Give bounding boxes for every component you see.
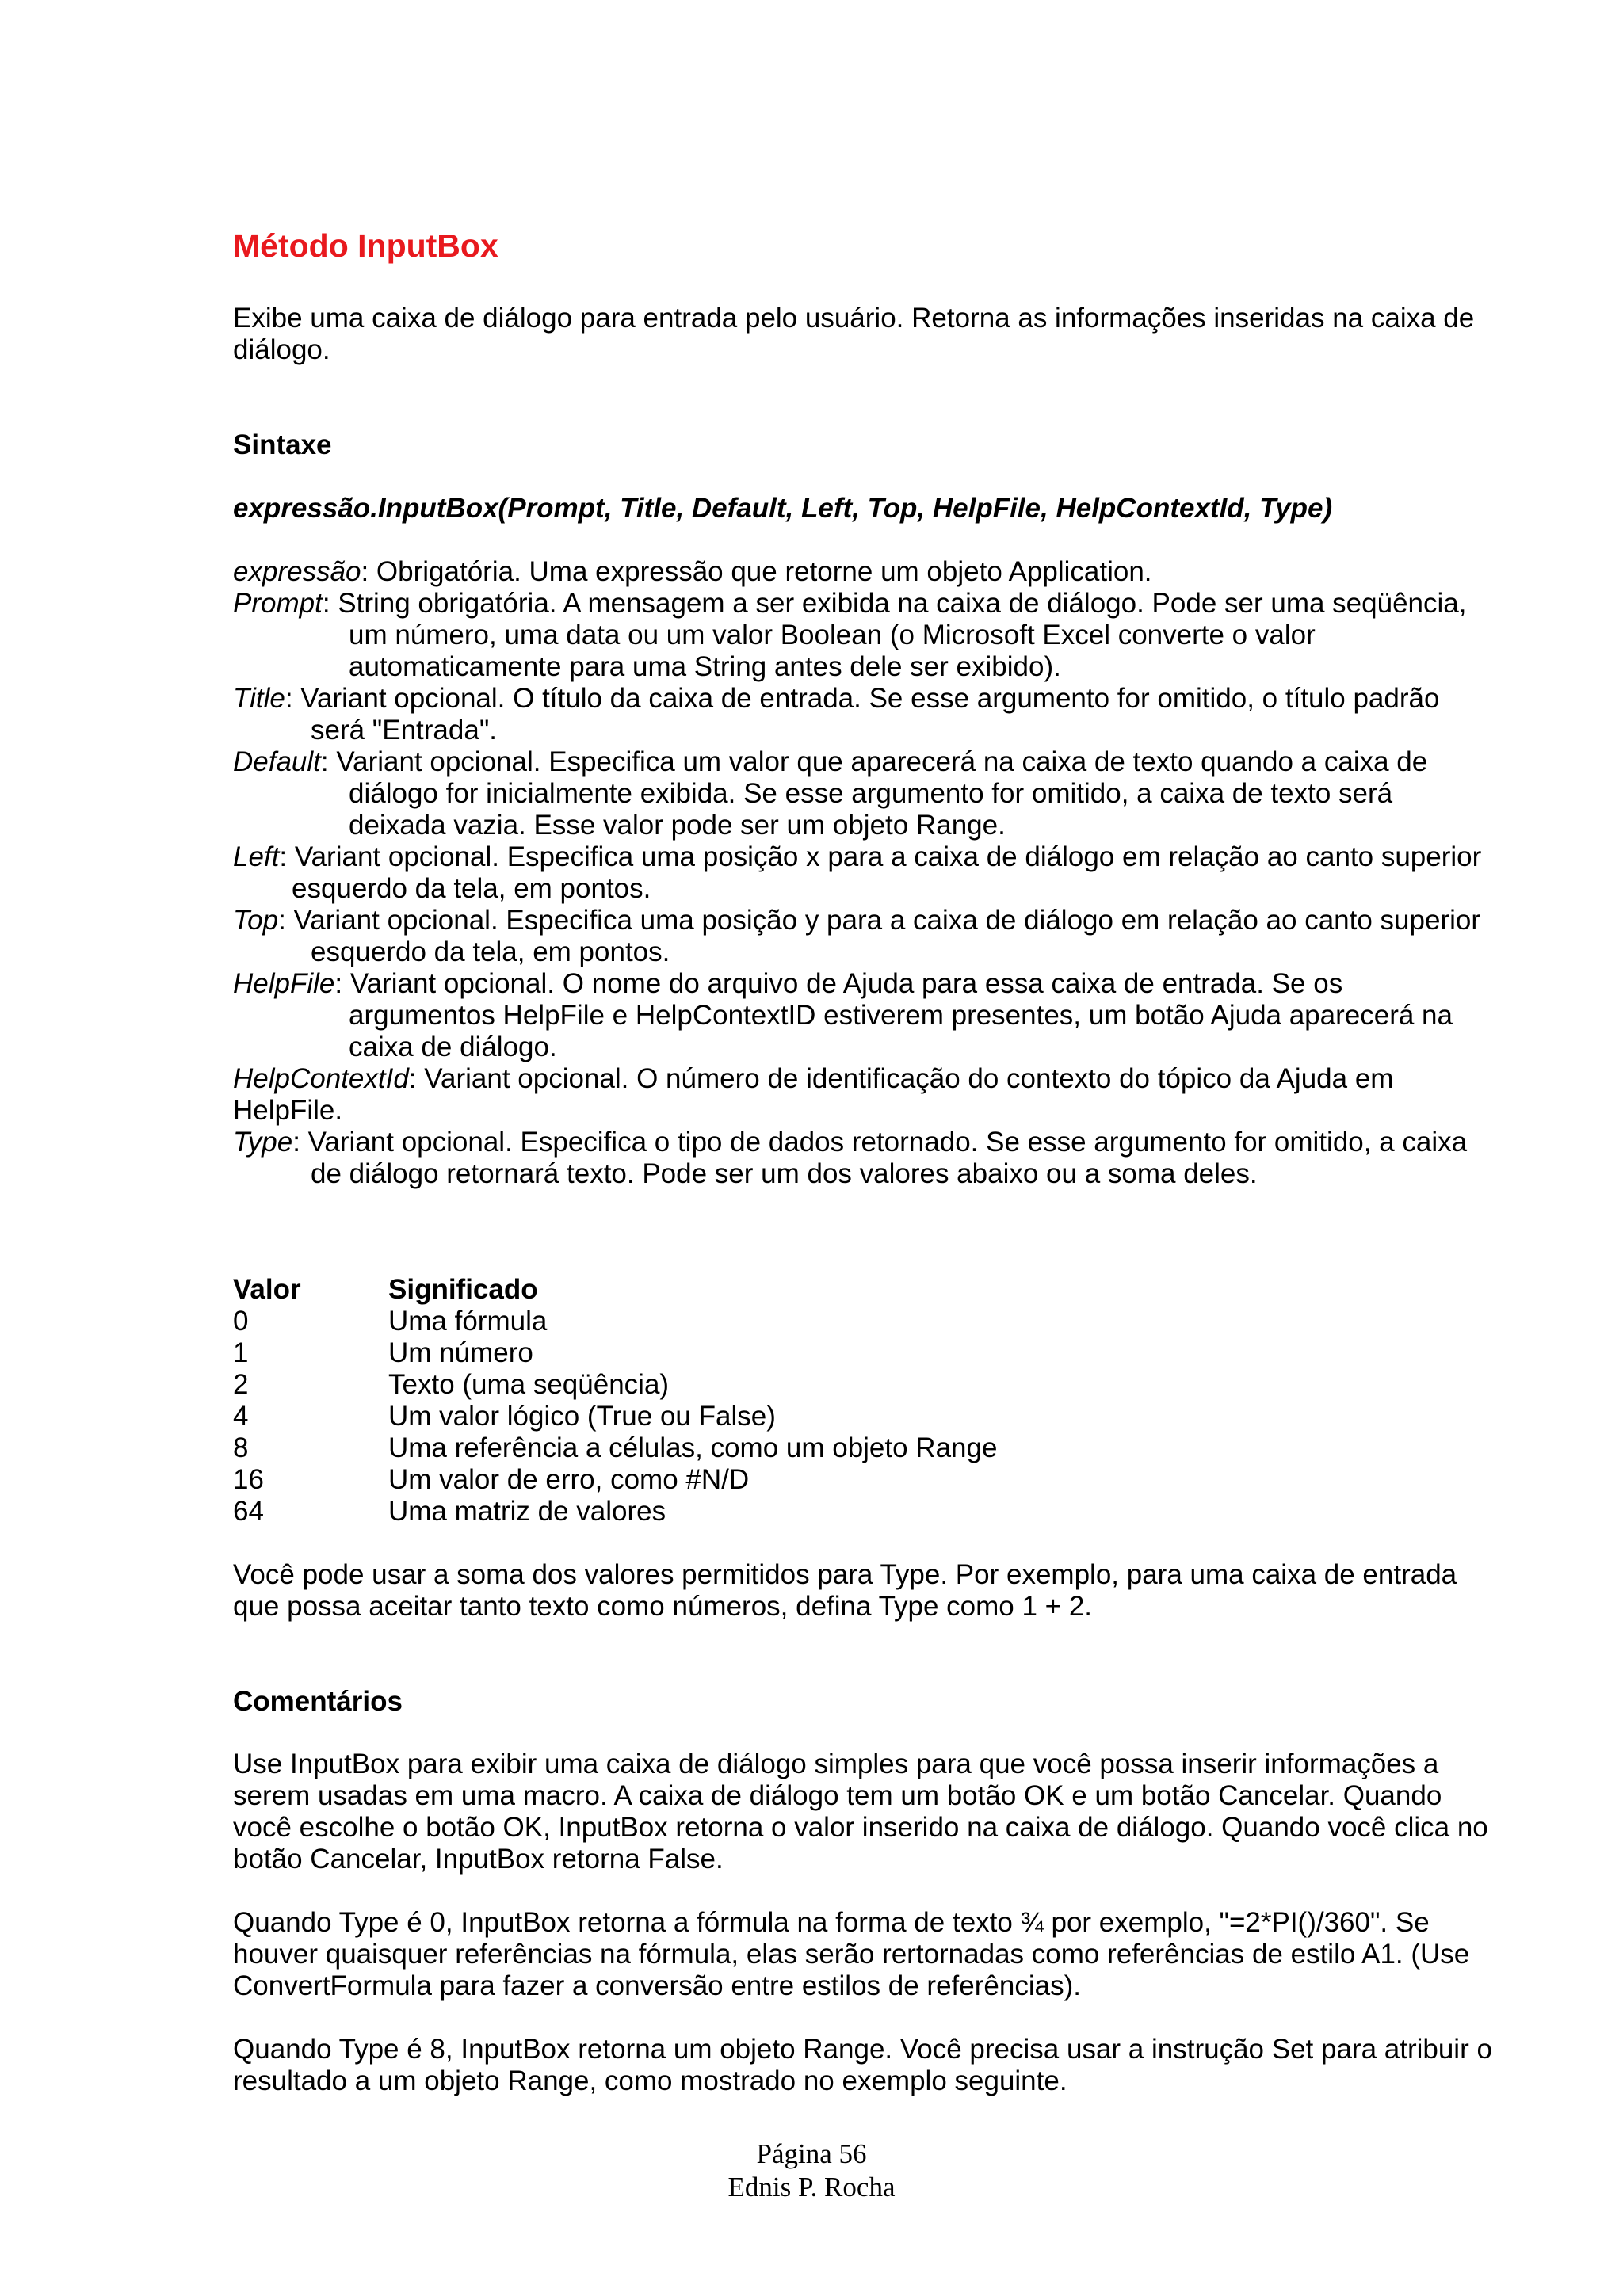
param-desc-cont: diálogo for inicialmente exibida. Se esse argumento for omitido, a caixa de texto será	[349, 778, 1393, 809]
param-desc: : Variant opcional. Especifica o tipo de dados retornado. Se esse argumento for omitido, a caixa	[292, 1127, 1468, 1158]
table-cell-meaning: Uma matriz de valores	[388, 1496, 666, 1527]
param-default	[233, 746, 1501, 841]
param-name: HelpFile	[233, 968, 335, 999]
param-helpfile	[233, 968, 1501, 1063]
param-desc-cont: HelpFile.	[233, 1095, 343, 1126]
param-desc-cont: esquerdo da tela, em pontos.	[292, 873, 651, 904]
type-sum-paragraph: Você pode usar a soma dos valores permitidos para Type. Por exemplo, para uma caixa de entrada que possa aceitar tanto texto como números, defina Type como 1 + 2.	[233, 1559, 1457, 1622]
table-cell-value: 64	[233, 1496, 264, 1527]
table-cell-value: 4	[233, 1401, 249, 1432]
type-values-table	[233, 1274, 997, 1527]
param-desc: : Obrigatória. Uma expressão que retorne um objeto Application.	[361, 556, 1152, 587]
param-desc-cont: caixa de diálogo.	[349, 1032, 557, 1062]
footer-page-number: Página 56	[756, 2138, 867, 2169]
table-cell-value: 2	[233, 1369, 249, 1400]
table-cell-meaning: Texto (uma seqüência)	[388, 1369, 670, 1400]
comments-paragraph-2: Quando Type é 0, InputBox retorna a fórmula na forma de texto ¾ por exemplo, "=2*PI()/360". Se houver quaisquer referências na fórmula, elas serão rertornadas como referências de estilo A1. (Use ConvertFormula para fazer a conversão entre estilos de referências).	[233, 1907, 1470, 2001]
param-desc-cont: argumentos HelpFile e HelpContextID estiverem presentes, um botão Ajuda aparecerá na	[349, 1000, 1453, 1031]
table-cell-value: 0	[233, 1306, 249, 1337]
param-helpcontextid	[233, 1063, 1501, 1127]
syntax-signature: expressão.InputBox(Prompt, Title, Default, Left, Top, HelpFile, HelpContextId, Type)	[233, 493, 1333, 524]
param-desc: : Variant opcional. O número de identificação do contexto do tópico da Ajuda em	[408, 1063, 1394, 1094]
param-desc-cont: de diálogo retornará texto. Pode ser um dos valores abaixo ou a soma deles.	[311, 1158, 1258, 1189]
table-cell-meaning: Um valor lógico (True ou False)	[388, 1401, 776, 1432]
param-title	[233, 683, 1501, 746]
table-header-row	[233, 1274, 997, 1306]
param-desc-cont: automaticamente para uma String antes dele ser exibido).	[349, 651, 1061, 682]
param-type	[233, 1127, 1501, 1190]
comments-paragraph-1: Use InputBox para exibir uma caixa de diálogo simples para que você possa inserir informações a serem usadas em uma macro. A caixa de diálogo tem um botão OK e um botão Cancelar. Quando você escolhe o botão OK, InputBox retorna o valor inserido na caixa de diálogo. Quando você clica no botão Cancelar, InputBox retorna False.	[233, 1749, 1488, 1875]
table-cell-value: 1	[233, 1337, 249, 1368]
param-desc: : Variant opcional. O título da caixa de entrada. Se esse argumento for omitido, o título padrão	[285, 683, 1440, 714]
param-name: HelpContextId	[233, 1063, 409, 1094]
param-desc: : Variant opcional. Especifica um valor que aparecerá na caixa de texto quando a caixa de	[320, 746, 1428, 777]
table-cell-meaning: Um valor de erro, como #N/D	[388, 1464, 750, 1495]
table-row	[233, 1496, 997, 1527]
param-top	[233, 905, 1501, 968]
param-desc-cont: será "Entrada".	[311, 715, 497, 746]
param-desc: : Variant opcional. O nome do arquivo de Ajuda para essa caixa de entrada. Se os	[334, 968, 1343, 999]
intro-paragraph: Exibe uma caixa de diálogo para entrada pelo usuário. Retorna as informações inseridas na caixa de diálogo.	[233, 303, 1475, 365]
param-prompt	[233, 588, 1501, 683]
table-row	[233, 1401, 997, 1432]
table-header-valor: Valor	[233, 1274, 301, 1305]
comments-heading: Comentários	[233, 1686, 403, 1717]
param-desc: : String obrigatória. A mensagem a ser exibida na caixa de diálogo. Pode ser uma seqüência,	[322, 588, 1467, 619]
table-cell-meaning: Um número	[388, 1337, 533, 1368]
table-header-significado: Significado	[388, 1274, 538, 1305]
param-desc-cont: um número, uma data ou um valor Boolean (o Microsoft Excel converte o valor	[349, 620, 1316, 650]
comments-paragraph-3: Quando Type é 8, InputBox retorna um objeto Range. Você precisa usar a instrução Set para atribuir o resultado a um objeto Range, como mostrado no exemplo seguinte.	[233, 2034, 1492, 2096]
parameter-list	[233, 556, 1501, 1190]
param-name: Prompt	[233, 588, 323, 619]
table-row	[233, 1337, 997, 1369]
table-row	[233, 1369, 997, 1401]
table-row	[233, 1464, 997, 1496]
param-desc: : Variant opcional. Especifica uma posição x para a caixa de diálogo em relação ao canto superior	[279, 841, 1482, 872]
table-cell-value: 16	[233, 1464, 264, 1495]
param-name: Default	[233, 746, 321, 777]
param-name: Title	[233, 683, 285, 714]
syntax-heading: Sintaxe	[233, 429, 332, 460]
param-name: Type	[233, 1127, 293, 1158]
table-row	[233, 1306, 997, 1337]
param-name: expressão	[233, 556, 361, 587]
param-desc: : Variant opcional. Especifica uma posição y para a caixa de diálogo em relação ao canto superior	[278, 905, 1481, 936]
table-cell-value: 8	[233, 1432, 249, 1463]
param-desc-cont: deixada vazia. Esse valor pode ser um objeto Range.	[349, 810, 1006, 841]
param-name: Left	[233, 841, 280, 872]
param-left	[233, 841, 1501, 905]
param-desc-cont: esquerdo da tela, em pontos.	[311, 936, 670, 967]
footer-author: Ednis P. Rocha	[727, 2172, 896, 2203]
param-expressao	[233, 556, 1501, 588]
table-cell-meaning: Uma referência a células, como um objeto Range	[388, 1432, 998, 1463]
table-cell-meaning: Uma fórmula	[388, 1306, 548, 1337]
page-title: Método InputBox	[233, 227, 498, 264]
table-row	[233, 1432, 997, 1464]
param-name: Top	[233, 905, 279, 936]
